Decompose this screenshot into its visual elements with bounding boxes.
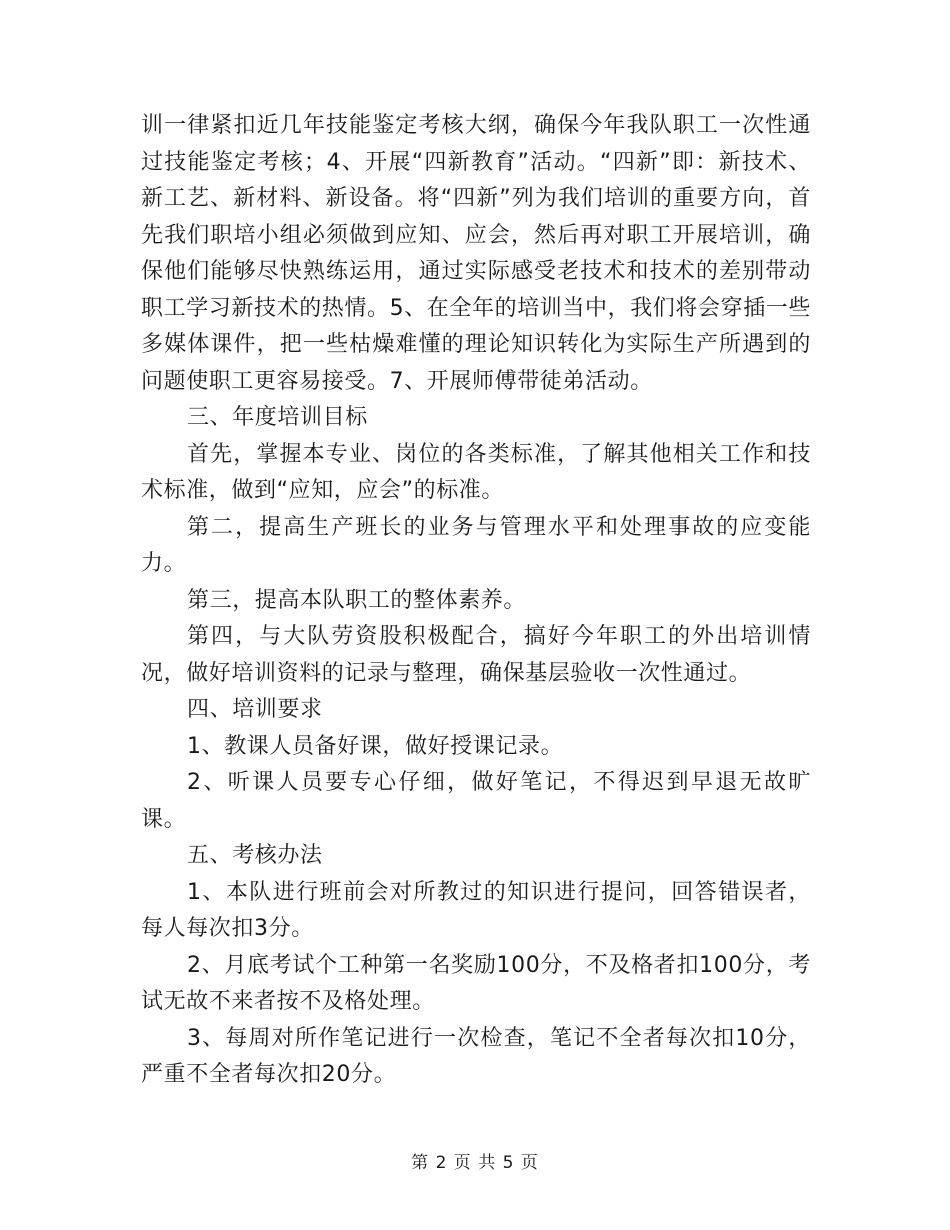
paragraph-continuation: 训一律紧扣近几年技能鉴定考核大纲，确保今年我队职工一次性通过技能鉴定考核；4、开展“四新教育”活动。“四新”即：新技术、新工艺、新材料、新设备。将“四新”列为我们培训的重要方向，首先我们职培小组必须做到应知、应会，然后再对职工开展培训，确保他们能够尽快熟练运用，通过实际感受老技术和技术的差别带动职工学习新技术的热情。5、在全年的培训当中，我们将会穿插一些多媒体课件，把一些枯燥难懂的理论知识转化为实际生产所遇到的问题使职工更容易接受。7、开展师傅带徒弟活动。 (141, 113, 811, 394)
paragraph-assessment-3: 3、每周对所作笔记进行一次检查，笔记不全者每次扣10分，严重不全者每次扣20分。 (141, 1025, 811, 1087)
paragraph-goal-fourth: 第四，与大队劳资股积极配合，搞好今年职工的外出培训情况，做好培训资料的记录与整理，确保基层验收一次性通过。 (141, 624, 811, 686)
paragraph-goal-first: 首先，掌握本专业、岗位的各类标准，了解其他相关工作和技术标准，做到“应知，应会”的标准。 (141, 441, 811, 503)
section-heading-goals: 三、年度培训目标 (187, 405, 368, 430)
paragraph-goal-third: 第三，提高本队职工的整体素养。 (187, 587, 527, 613)
paragraph-requirement-1: 1、教课人员备好课，做好授课记录。 (187, 733, 564, 759)
paragraph-assessment-2: 2、月底考试个工种第一名奖励100分，不及格者扣100分，考试无故不来者按不及格处理。 (141, 952, 811, 1014)
page-number-footer: 第 2 页 共 5 页 (411, 1153, 539, 1173)
section-heading-requirements: 四、培训要求 (187, 697, 323, 722)
paragraph-requirement-2: 2、听课人员要专心仔细，做好笔记，不得迟到早退无故旷课。 (141, 770, 811, 832)
paragraph-goal-second: 第二，提高生产班长的业务与管理水平和处理事故的应变能力。 (141, 514, 811, 576)
document-body (141, 108, 811, 1094)
section-heading-assessment: 五、考核办法 (187, 843, 323, 868)
paragraph-assessment-1: 1、本队进行班前会对所教过的知识进行提问，回答错误者，每人每次扣3分。 (141, 879, 811, 941)
